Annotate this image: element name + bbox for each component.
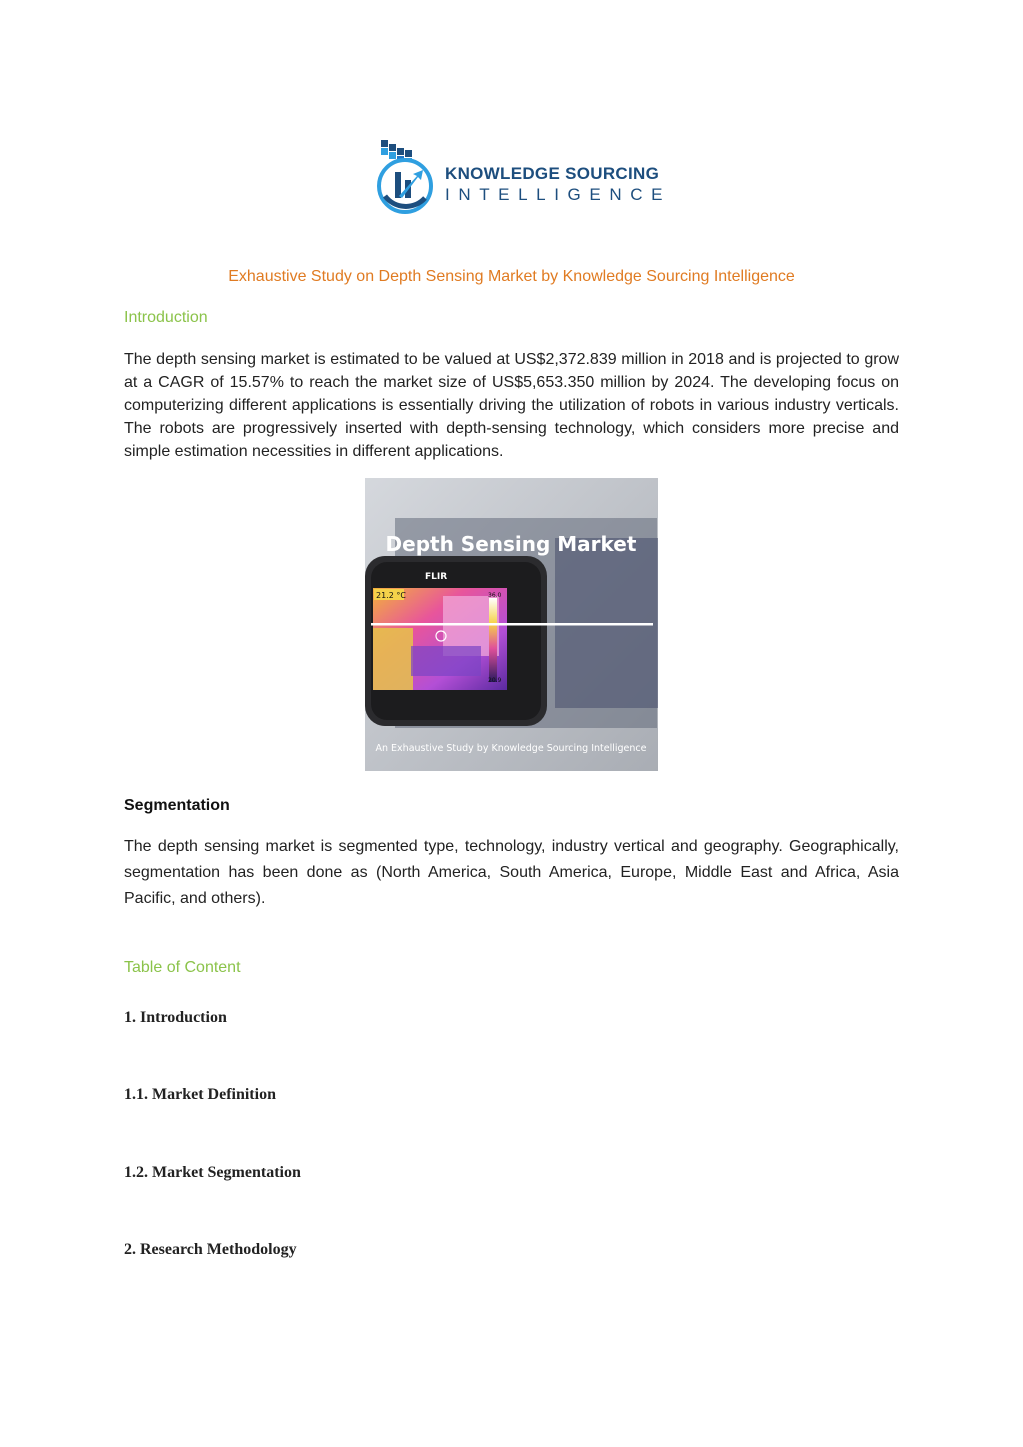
- temp-reading-label: 21.2 °C: [376, 591, 406, 600]
- segmentation-heading: Segmentation: [124, 797, 230, 814]
- document-title: Exhaustive Study on Depth Sensing Market by Knowledge Sourcing Intelligence: [228, 268, 795, 285]
- segmentation-paragraph: The depth sensing market is segmented type, technology, industry vertical and geography. Geographically, segmentation has been done as (North America, South America, Europe, Middle East and Africa, Asia Pacific, and others).: [124, 838, 899, 907]
- hero-image: [365, 478, 658, 771]
- toc-item-market-segmentation: 1.2. Market Segmentation: [124, 1164, 301, 1181]
- introduction-paragraph: The depth sensing market is estimated to be valued at US$2,372.839 million in 2018 and is projected to grow at a CAGR of 15.57% to reach the market size of US$5,653.350 million by 2024. The developing focus on computerizing different applications is essentially driving the utilization of robots in various industry verticals. The robots are progressively inserted with depth-sensing technology, which considers more precise and simple estimation necessities in different applications.: [124, 351, 899, 460]
- logo-emblem-icon: [375, 136, 445, 216]
- toc-heading: Table of Content: [124, 959, 241, 976]
- device-brand-label: FLIR: [425, 572, 448, 582]
- toc-item-research-methodology: 2. Research Methodology: [124, 1241, 297, 1258]
- hero-caption: An Exhaustive Study by Knowledge Sourcing Intelligence: [375, 743, 647, 754]
- company-logo: [375, 136, 672, 216]
- hero-divider: [371, 623, 653, 626]
- logo-text-line2: INTELLIGENCE: [445, 185, 672, 204]
- toc-item-market-definition: 1.1. Market Definition: [124, 1086, 276, 1103]
- scale-max-label: 36.0: [488, 592, 502, 599]
- hero-title: Depth Sensing Market: [385, 532, 637, 556]
- thermal-camera-illustration: [365, 478, 658, 771]
- scale-min-label: 20.9: [488, 677, 502, 684]
- toc-item-introduction: 1. Introduction: [124, 1009, 227, 1026]
- logo-text-line1: KNOWLEDGE SOURCING: [445, 164, 660, 183]
- introduction-heading: Introduction: [124, 309, 208, 326]
